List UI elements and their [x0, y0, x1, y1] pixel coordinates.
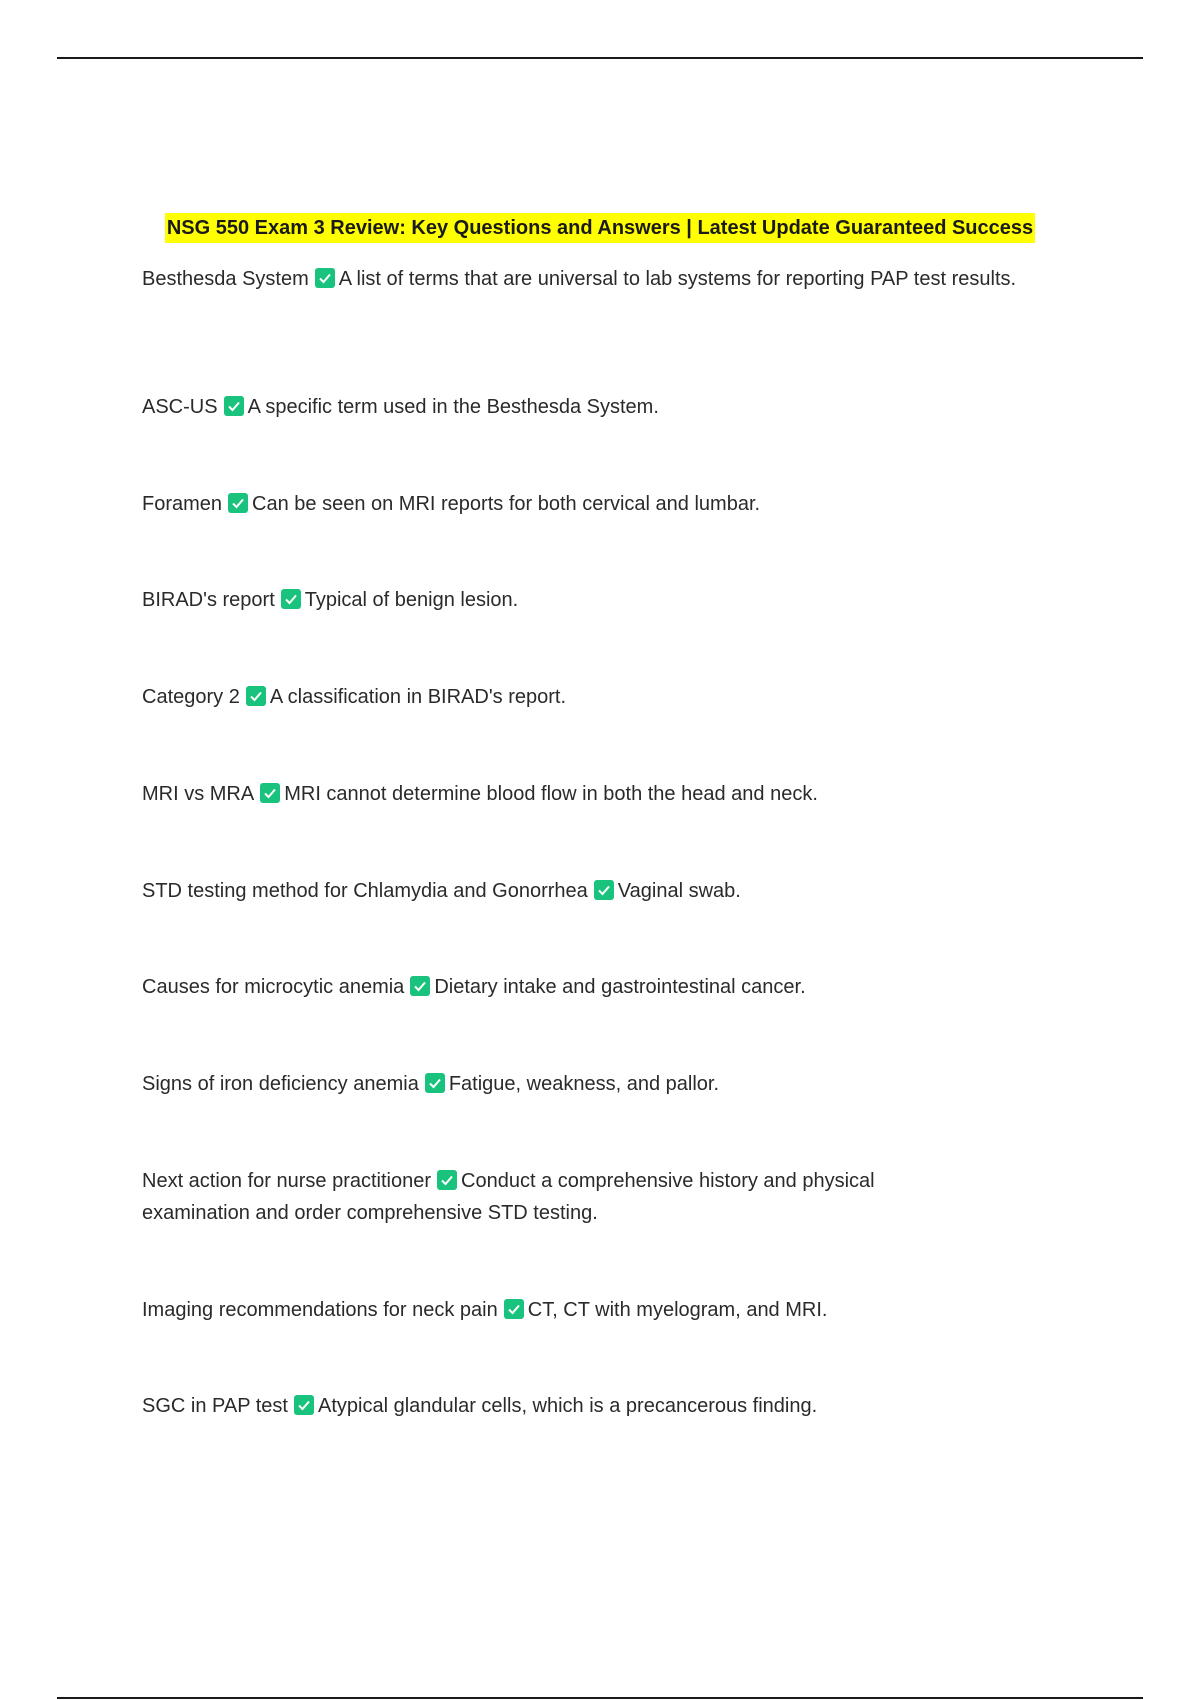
check-icon	[281, 589, 301, 609]
qa-answer: Atypical glandular cells, which is a precancerous finding.	[318, 1395, 818, 1417]
qa-term: MRI vs MRA	[142, 783, 255, 805]
qa-term: Category 2	[142, 686, 240, 708]
qa-item	[142, 263, 1042, 295]
qa-answer: A specific term used in the Besthesda System.	[247, 396, 659, 418]
qa-item	[142, 584, 1042, 616]
check-icon	[294, 1395, 314, 1415]
qa-item	[142, 875, 1042, 907]
check-icon	[228, 493, 248, 513]
check-icon	[260, 783, 280, 803]
qa-term: Besthesda System	[142, 268, 309, 290]
qa-answer: Vaginal swab.	[617, 880, 741, 902]
qa-term: ASC-US	[142, 396, 218, 418]
title-container	[0, 213, 1200, 243]
qa-answer: A list of terms that are universal to lab systems for reporting PAP test results.	[338, 268, 1017, 290]
check-icon	[224, 396, 244, 416]
qa-answer: Fatigue, weakness, and pallor.	[448, 1073, 719, 1095]
qa-answer: Can be seen on MRI reports for both cervical and lumbar.	[252, 493, 761, 515]
qa-item	[142, 391, 1042, 423]
qa-answer: Dietary intake and gastrointestinal cancer.	[434, 976, 806, 998]
qa-answer: MRI cannot determine blood flow in both the head and neck.	[284, 783, 818, 805]
qa-item	[142, 1294, 1042, 1326]
qa-item	[142, 681, 1042, 713]
qa-item	[142, 1390, 1042, 1422]
bottom-divider	[57, 1697, 1143, 1699]
qa-term: BIRAD's report	[142, 589, 275, 611]
qa-term: Foramen	[142, 493, 223, 515]
qa-item	[142, 1165, 962, 1229]
qa-term: SGC in PAP test	[142, 1395, 288, 1417]
qa-item	[142, 778, 1042, 810]
check-icon	[504, 1299, 524, 1319]
qa-item	[142, 971, 1042, 1003]
page-title: NSG 550 Exam 3 Review: Key Questions and Answers | Latest Update Guaranteed Success	[165, 213, 1035, 243]
qa-term: Causes for microcytic anemia	[142, 976, 405, 998]
qa-answer: CT, CT with myelogram, and MRI.	[527, 1299, 828, 1321]
qa-answer: Conduct a comprehensive history and physical examination and order comprehensive STD testing.	[142, 1170, 875, 1224]
check-icon	[437, 1170, 457, 1190]
qa-term: Signs of iron deficiency anemia	[142, 1073, 419, 1095]
check-icon	[315, 268, 335, 288]
qa-term: Next action for nurse practitioner	[142, 1170, 432, 1192]
qa-term: STD testing method for Chlamydia and Gonorrhea	[142, 880, 588, 902]
check-icon	[594, 880, 614, 900]
check-icon	[246, 686, 266, 706]
check-icon	[425, 1073, 445, 1093]
check-icon	[410, 976, 430, 996]
qa-answer: A classification in BIRAD's report.	[269, 686, 566, 708]
top-divider	[57, 57, 1143, 59]
qa-answer: Typical of benign lesion.	[304, 589, 519, 611]
qa-item	[142, 1068, 1042, 1100]
qa-term: Imaging recommendations for neck pain	[142, 1299, 498, 1321]
qa-item	[142, 488, 1042, 520]
